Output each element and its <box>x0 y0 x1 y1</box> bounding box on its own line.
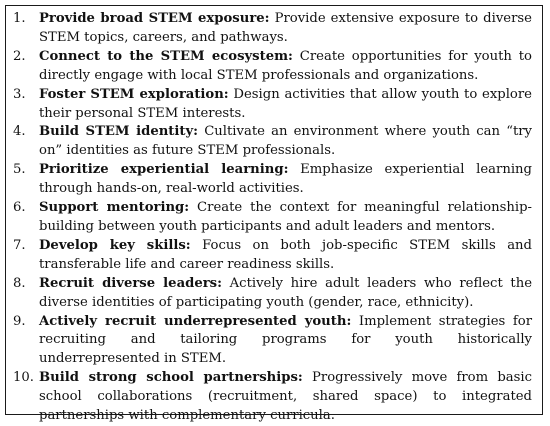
item-number: 5. <box>13 162 26 178</box>
item-number: 6. <box>13 200 26 216</box>
item-heading: Foster STEM exploration: <box>39 86 229 102</box>
list-item <box>6 275 542 313</box>
list-item <box>6 237 542 275</box>
item-number: 1. <box>13 11 26 26</box>
item-text: Progressively move from basic school collaborations (recruitment, shared space) to integrated partnerships with complementary curricula. <box>39 370 532 424</box>
practice-list <box>6 10 542 426</box>
item-heading: Build strong school partnerships: <box>39 370 303 386</box>
item-number: 7. <box>13 237 26 253</box>
item-heading: Actively recruit underrepresented youth: <box>39 313 352 329</box>
item-number: 4. <box>13 124 26 140</box>
item-number: 3. <box>13 86 26 102</box>
list-item <box>6 123 542 161</box>
item-text: Design activities that allow youth to explore their personal STEM interests. <box>39 86 532 121</box>
item-heading: Recruit diverse leaders: <box>39 275 222 291</box>
item-heading: Connect to the STEM ecosystem: <box>39 48 293 64</box>
item-number: 9. <box>13 313 26 329</box>
item-heading: Develop key skills: <box>39 237 191 253</box>
list-item <box>6 48 542 86</box>
item-heading: Support mentoring: <box>39 200 190 216</box>
item-number: 10. <box>13 370 34 386</box>
list-item <box>6 313 542 370</box>
item-text: Implement strategies for recruiting and tailoring programs for youth historically underrepresented in STEM. <box>39 313 533 367</box>
item-heading: Provide broad STEM exposure: <box>39 11 270 26</box>
item-text: Cultivate an environment where youth can “try on” identities as future STEM professionals. <box>39 124 532 159</box>
list-item <box>6 161 542 199</box>
item-number: 2. <box>13 48 26 64</box>
item-text: Focus on both job-specific STEM skills and transferable life and career readiness skills. <box>39 237 532 272</box>
item-text: Emphasize experiential learning through hands-on, real-world activities. <box>39 162 532 197</box>
list-item <box>6 86 542 124</box>
item-number: 8. <box>13 275 26 291</box>
item-text: Create the context for meaningful relationship-building between youth participants and adult leaders and mentors. <box>39 200 532 234</box>
list-item <box>6 10 542 48</box>
list-item <box>6 369 542 426</box>
item-text: Create opportunities for youth to directly engage with local STEM professionals and organizations. <box>39 48 532 83</box>
item-text: Provide extensive exposure to diverse STEM topics, careers, and pathways. <box>39 11 532 45</box>
item-text: Actively hire adult leaders who reflect the diverse identities of participating youth (gender, race, ethnicity). <box>39 275 532 310</box>
item-heading: Prioritize experiential learning: <box>39 162 289 178</box>
content-box <box>5 5 543 424</box>
list-item <box>6 199 542 237</box>
item-heading: Build STEM identity: <box>39 124 199 140</box>
